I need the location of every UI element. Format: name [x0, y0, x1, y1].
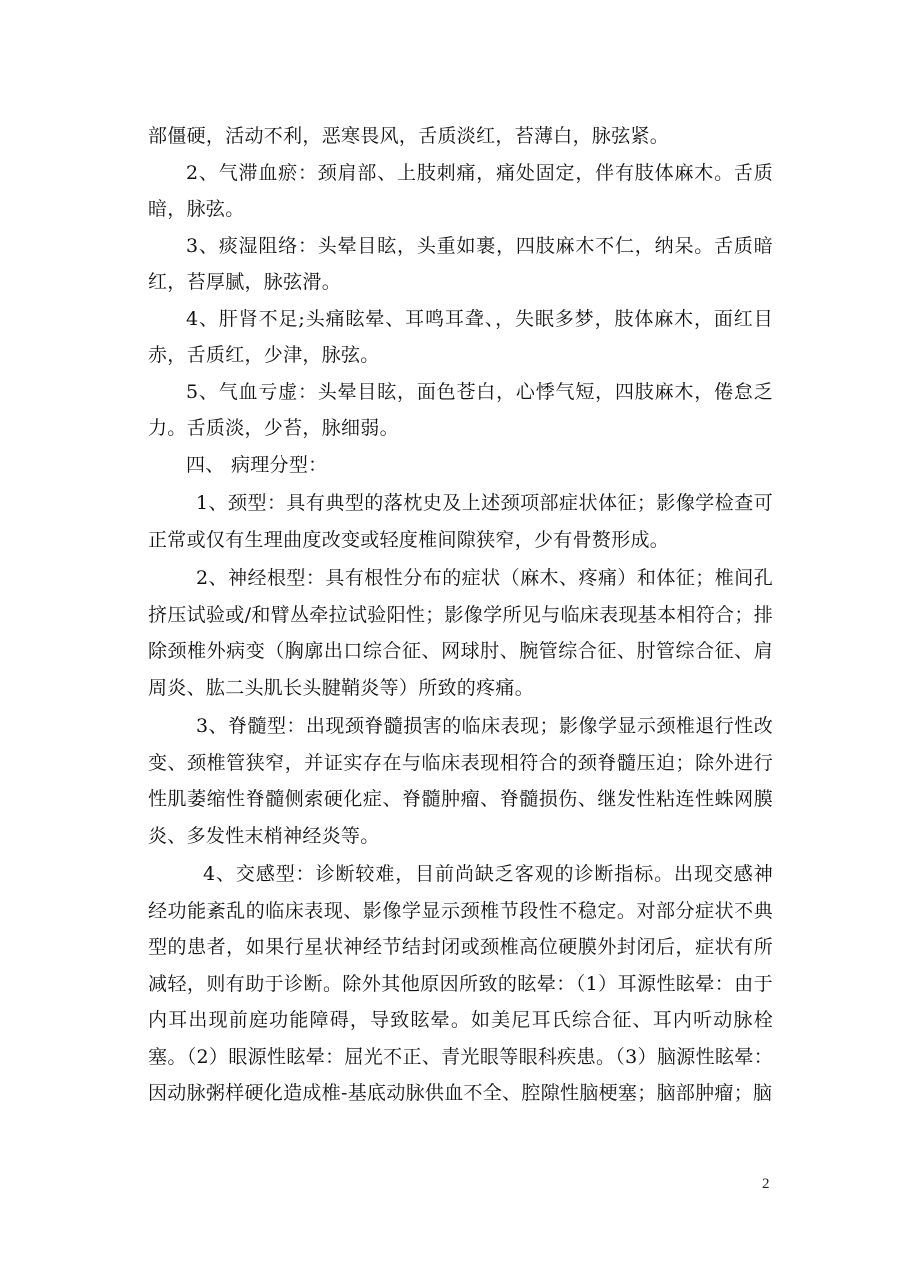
paragraph-continuation: 部僵硬，活动不利，恶寒畏风，舌质淡红，苔薄白，脉弦紧。 [148, 125, 670, 147]
paragraph-qi-blood: 5、气血亏虚：头晕目眩，面色苍白，心悸气短，四肢麻木，倦怠乏力。舌质淡，少苔，脉细弱。 [148, 380, 773, 439]
paragraph-nerve-root-type: 2、神经根型：具有根性分布的症状（麻木、疼痛）和体征；椎间孔挤压试验或/和臂丛牵拉试验阳性；影像学所见与临床表现基本相符合；排除颈椎外病变（胸廓出口综合征、网球肘、腕管综合征、肘管综合征、肩周炎、肱二头肌长头腱鞘炎等）所致的疼痛。 [148, 567, 773, 699]
paragraph-qi-stagnation: 2、气滞血瘀：颈肩部、上肢刺痛，痛处固定，伴有肢体麻木。舌质暗，脉弦。 [148, 161, 773, 220]
paragraph-liver-kidney: 4、肝肾不足;头痛眩晕、耳鸣耳聋、，失眠多梦，肢体麻木，面红目赤，舌质红，少津，脉弦。 [148, 307, 773, 366]
paragraph-phlegm-dampness: 3、痰湿阻络：头晕目眩，头重如裹，四肢麻木不仁，纳呆。舌质暗红，苔厚腻，脉弦滑。 [148, 234, 773, 293]
paragraph-sympathetic-type: 4、交感型：诊断较难，目前尚缺乏客观的诊断指标。出现交感神经功能紊乱的临床表现、影像学显示颈椎节段性不稳定。对部分症状不典型的患者，如果行星状神经节结封闭或颈椎高位硬膜外封闭后，症状有所减轻，则有助于诊断。除外其他原因所致的眩晕：（1）耳源性眩晕：由于内耳出现前庭功能障碍，导致眩晕。如美尼耳氏综合征、耳内听动脉栓塞。（2）眼源性眩晕：屈光不正、青光眼等眼科疾患。（3）脑源性眩晕：因动脉粥样硬化造成椎-基底动脉供血不全、腔隙性脑梗塞；脑部肿瘤；脑 [148, 863, 773, 1104]
section-heading-pathology-types: 四、 病理分型： [186, 453, 328, 476]
document-body [148, 118, 773, 1112]
paragraph-neck-type: 1、颈型：具有典型的落枕史及上述颈项部症状体征；影像学检查可正常或仅有生理曲度改变或轻度椎间隙狭窄，少有骨赘形成。 [148, 492, 773, 551]
paragraph-spinal-cord-type: 3、脊髓型：出现颈脊髓损害的临床表现；影像学显示颈椎退行性改变、颈椎管狭窄，并证实存在与临床表现相符合的颈脊髓压迫；除外进行性肌萎缩性脊髓侧索硬化症、脊髓肿瘤、脊髓损伤、继发性粘连性蛛网膜炎、多发性末梢神经炎等。 [148, 715, 773, 847]
page-number: 2 [762, 1176, 770, 1192]
